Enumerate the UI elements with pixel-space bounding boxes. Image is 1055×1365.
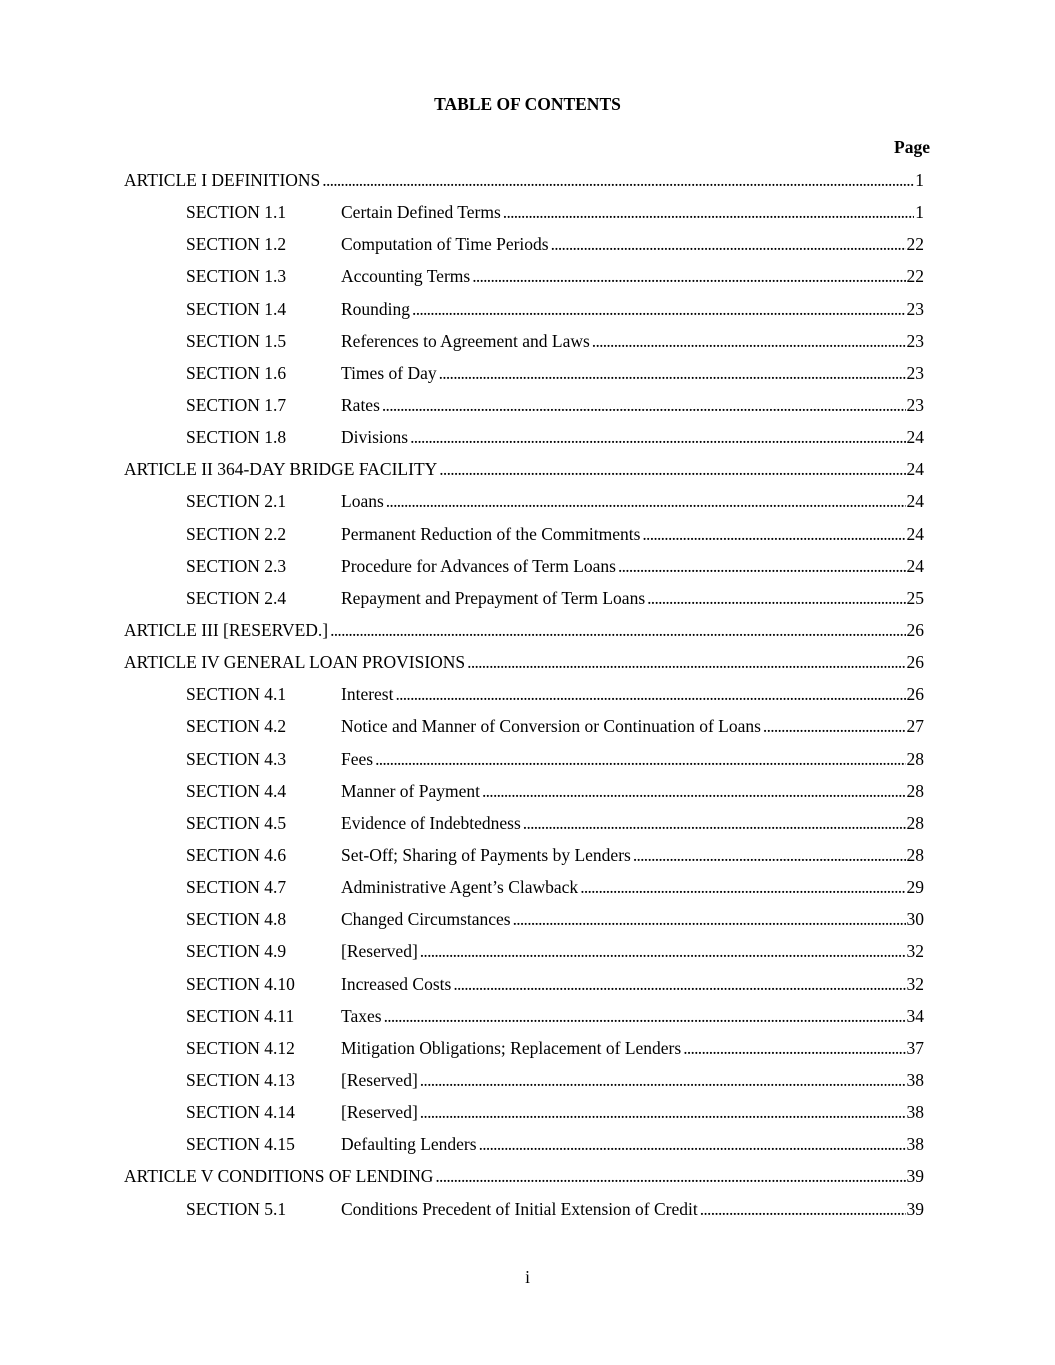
dot-leader bbox=[480, 777, 906, 805]
section-number: SECTION 4.14 bbox=[186, 1102, 295, 1123]
toc-entry-row bbox=[186, 1066, 924, 1094]
toc-section-entry[interactable] bbox=[0, 552, 1055, 584]
section-number: SECTION 4.3 bbox=[186, 748, 287, 769]
toc-entry-row bbox=[186, 262, 924, 290]
article-title: ARTICLE III [RESERVED.] bbox=[124, 619, 329, 640]
page-column-header: Page bbox=[894, 137, 930, 157]
section-title: Rounding bbox=[341, 298, 411, 319]
section-number: SECTION 4.9 bbox=[186, 941, 287, 962]
dot-leader bbox=[616, 552, 906, 580]
dot-leader bbox=[373, 745, 905, 773]
toc-entry-row bbox=[186, 905, 924, 933]
section-title: Certain Defined Terms bbox=[341, 202, 501, 223]
dot-leader bbox=[418, 1098, 906, 1126]
toc-section-entry[interactable] bbox=[0, 873, 1055, 905]
toc-article-entry[interactable] bbox=[0, 1162, 1055, 1194]
dot-leader bbox=[631, 841, 906, 869]
toc-entry-row bbox=[186, 520, 924, 548]
article-title: ARTICLE I DEFINITIONS bbox=[124, 170, 321, 190]
toc-section-entry[interactable] bbox=[0, 584, 1055, 616]
toc-entry-row bbox=[186, 680, 924, 708]
toc-section-entry[interactable] bbox=[0, 680, 1055, 712]
section-title: Taxes bbox=[341, 1005, 382, 1026]
section-title: Conditions Precedent of Initial Extension of Credit bbox=[341, 1198, 698, 1219]
toc-section-entry[interactable] bbox=[0, 359, 1055, 391]
section-number: SECTION 4.8 bbox=[186, 909, 287, 930]
section-number: SECTION 4.11 bbox=[186, 1005, 295, 1026]
toc-article-entry[interactable] bbox=[0, 455, 1055, 487]
page-number: 38 bbox=[906, 1102, 924, 1123]
toc-entry-row bbox=[186, 712, 924, 740]
dot-leader bbox=[328, 616, 905, 644]
toc-entry-row bbox=[186, 1034, 924, 1062]
section-number: SECTION 4.7 bbox=[186, 877, 287, 898]
toc-article-entry[interactable] bbox=[0, 616, 1055, 648]
page-number: 23 bbox=[906, 298, 924, 319]
section-title: Times of Day bbox=[341, 362, 437, 383]
article-title: ARTICLE V CONDITIONS OF LENDING bbox=[124, 1166, 434, 1187]
toc-entry-row bbox=[186, 198, 924, 226]
section-number: SECTION 1.1 bbox=[186, 202, 287, 223]
dot-leader bbox=[451, 970, 905, 998]
page-number: 39 bbox=[906, 1198, 924, 1219]
dot-leader bbox=[408, 423, 905, 451]
toc-entry-row bbox=[186, 423, 924, 451]
page-number: 22 bbox=[906, 234, 924, 255]
page-number: 32 bbox=[906, 941, 924, 962]
dot-leader bbox=[418, 1066, 906, 1094]
page-number: 28 bbox=[906, 748, 924, 769]
toc-entry-row bbox=[186, 230, 924, 258]
dot-leader bbox=[437, 455, 905, 483]
page-number: 23 bbox=[906, 394, 924, 415]
page-number: 26 bbox=[906, 619, 924, 640]
section-number: SECTION 2.2 bbox=[186, 523, 287, 544]
page-number: 26 bbox=[906, 652, 924, 673]
section-title: Computation of Time Periods bbox=[341, 234, 549, 255]
page-number: 38 bbox=[906, 1069, 924, 1090]
page-number: 1 bbox=[915, 170, 924, 190]
toc-section-entry[interactable] bbox=[0, 1098, 1055, 1130]
toc-entry-row bbox=[186, 295, 924, 323]
toc-entry-row bbox=[186, 809, 924, 837]
toc-entry-row bbox=[186, 745, 924, 773]
toc-entry-row bbox=[186, 777, 924, 805]
page-number: 34 bbox=[906, 1005, 924, 1026]
toc-list bbox=[0, 166, 1055, 1227]
toc-entry-row bbox=[186, 1002, 924, 1030]
section-number: SECTION 4.2 bbox=[186, 716, 287, 737]
toc-entry-row bbox=[186, 1130, 924, 1158]
toc-section-entry[interactable] bbox=[0, 970, 1055, 1002]
section-number: SECTION 2.3 bbox=[186, 555, 287, 576]
page-number: 25 bbox=[906, 587, 924, 608]
toc-section-entry[interactable] bbox=[0, 295, 1055, 327]
footer-page-number: i bbox=[525, 1267, 530, 1287]
section-number: SECTION 1.3 bbox=[186, 266, 287, 287]
page-number: 26 bbox=[906, 684, 924, 705]
page-number: 29 bbox=[906, 877, 924, 898]
dot-leader bbox=[698, 1195, 906, 1223]
section-title: Fees bbox=[341, 748, 374, 769]
section-title: Administrative Agent’s Clawback bbox=[341, 877, 579, 898]
section-number: SECTION 4.10 bbox=[186, 973, 295, 994]
page-number: 24 bbox=[906, 459, 924, 480]
toc-title: TABLE OF CONTENTS bbox=[434, 94, 621, 114]
toc-section-entry[interactable] bbox=[0, 937, 1055, 969]
section-number: SECTION 4.5 bbox=[186, 812, 287, 833]
toc-entry-row bbox=[186, 327, 924, 355]
dot-leader bbox=[382, 1002, 906, 1030]
dot-leader bbox=[645, 584, 905, 612]
section-number: SECTION 4.6 bbox=[186, 844, 287, 865]
dot-leader bbox=[590, 327, 906, 355]
toc-section-entry[interactable] bbox=[0, 1130, 1055, 1162]
section-title: Loans bbox=[341, 491, 384, 512]
toc-section-entry[interactable] bbox=[0, 1195, 1055, 1227]
dot-leader bbox=[578, 873, 905, 901]
toc-section-entry[interactable] bbox=[0, 712, 1055, 744]
toc-entry-row bbox=[186, 1195, 924, 1223]
article-title: ARTICLE II 364-DAY BRIDGE FACILITY bbox=[124, 459, 438, 480]
toc-section-entry[interactable] bbox=[0, 327, 1055, 359]
toc-section-entry[interactable] bbox=[0, 487, 1055, 519]
dot-leader bbox=[380, 391, 906, 419]
section-title: Set-Off; Sharing of Payments by Lenders bbox=[341, 844, 631, 865]
section-title: Interest bbox=[341, 684, 394, 705]
toc-section-entry[interactable] bbox=[0, 841, 1055, 873]
section-number: SECTION 1.6 bbox=[186, 362, 287, 383]
dot-leader bbox=[549, 230, 906, 258]
toc-entry-row bbox=[124, 1162, 924, 1190]
page-number: 37 bbox=[906, 1037, 924, 1058]
section-title: Increased Costs bbox=[341, 973, 452, 994]
section-number: SECTION 4.4 bbox=[186, 780, 287, 801]
toc-entry-row bbox=[186, 391, 924, 419]
page-number: 24 bbox=[906, 523, 924, 544]
toc-section-entry[interactable] bbox=[0, 391, 1055, 423]
toc-section-entry[interactable] bbox=[0, 262, 1055, 294]
page-number: 32 bbox=[906, 973, 924, 994]
dot-leader bbox=[465, 648, 905, 676]
toc-entry-row bbox=[124, 166, 924, 194]
section-title: References to Agreement and Laws bbox=[341, 330, 590, 351]
dot-leader bbox=[470, 262, 905, 290]
article-title: ARTICLE IV GENERAL LOAN PROVISIONS bbox=[124, 652, 466, 673]
page-number: 24 bbox=[906, 491, 924, 512]
section-title: [Reserved] bbox=[341, 1069, 418, 1090]
section-title: Mitigation Obligations; Replacement of Lenders bbox=[341, 1037, 682, 1058]
dot-leader bbox=[521, 809, 906, 837]
page-number: 28 bbox=[906, 812, 924, 833]
page-number: 30 bbox=[906, 909, 924, 930]
toc-section-entry[interactable] bbox=[0, 198, 1055, 230]
toc-section-entry[interactable] bbox=[0, 1066, 1055, 1098]
dot-leader bbox=[320, 166, 914, 194]
dot-leader bbox=[433, 1162, 905, 1190]
section-number: SECTION 4.1 bbox=[186, 684, 287, 705]
toc-entry-row bbox=[124, 616, 924, 644]
dot-leader bbox=[393, 680, 905, 708]
section-number: SECTION 4.13 bbox=[186, 1069, 295, 1090]
dot-leader bbox=[501, 198, 914, 226]
toc-entry-row bbox=[186, 970, 924, 998]
dot-leader bbox=[384, 487, 906, 515]
toc-entry-row bbox=[186, 359, 924, 387]
toc-section-entry[interactable] bbox=[0, 745, 1055, 777]
toc-article-entry[interactable] bbox=[0, 166, 1055, 198]
section-number: SECTION 1.8 bbox=[186, 427, 287, 448]
toc-entry-row bbox=[186, 873, 924, 901]
section-title: Notice and Manner of Conversion or Continuation of Loans bbox=[341, 716, 761, 737]
page-number: 28 bbox=[906, 780, 924, 801]
page-number: 38 bbox=[906, 1134, 924, 1155]
toc-entry-row bbox=[124, 455, 924, 483]
toc-entry-row bbox=[186, 552, 924, 580]
section-title: [Reserved] bbox=[341, 1102, 418, 1123]
toc-entry-row bbox=[186, 937, 924, 965]
toc-section-entry[interactable] bbox=[0, 1002, 1055, 1034]
page-number: 1 bbox=[915, 202, 924, 223]
section-title: Evidence of Indebtedness bbox=[341, 812, 521, 833]
toc-entry-row bbox=[124, 648, 924, 676]
page-number: 23 bbox=[906, 330, 924, 351]
section-number: SECTION 4.12 bbox=[186, 1037, 295, 1058]
toc-section-entry[interactable] bbox=[0, 905, 1055, 937]
toc-section-entry[interactable] bbox=[0, 1034, 1055, 1066]
section-title: Changed Circumstances bbox=[341, 909, 511, 930]
toc-section-entry[interactable] bbox=[0, 520, 1055, 552]
section-title: Permanent Reduction of the Commitments bbox=[341, 523, 641, 544]
toc-article-entry[interactable] bbox=[0, 648, 1055, 680]
page-number: 24 bbox=[906, 555, 924, 576]
toc-entry-row bbox=[186, 1098, 924, 1126]
page-number: 39 bbox=[906, 1166, 924, 1187]
page-number: 22 bbox=[906, 266, 924, 287]
section-number: SECTION 5.1 bbox=[186, 1198, 287, 1219]
section-number: SECTION 1.4 bbox=[186, 298, 287, 319]
dot-leader bbox=[437, 359, 906, 387]
page-number: 24 bbox=[906, 427, 924, 448]
section-title: Repayment and Prepayment of Term Loans bbox=[341, 587, 646, 608]
section-number: SECTION 2.4 bbox=[186, 587, 287, 608]
section-title: Defaulting Lenders bbox=[341, 1134, 477, 1155]
toc-section-entry[interactable] bbox=[0, 423, 1055, 455]
dot-leader bbox=[640, 520, 905, 548]
toc-entry-row bbox=[186, 487, 924, 515]
section-title: [Reserved] bbox=[341, 941, 418, 962]
section-title: Manner of Payment bbox=[341, 780, 480, 801]
dot-leader bbox=[410, 295, 905, 323]
section-number: SECTION 1.2 bbox=[186, 234, 287, 255]
toc-section-entry[interactable] bbox=[0, 809, 1055, 841]
section-number: SECTION 4.15 bbox=[186, 1134, 295, 1155]
toc-entry-row bbox=[186, 584, 924, 612]
section-number: SECTION 2.1 bbox=[186, 491, 287, 512]
dot-leader bbox=[477, 1130, 906, 1158]
dot-leader bbox=[681, 1034, 905, 1062]
section-title: Divisions bbox=[341, 427, 409, 448]
section-number: SECTION 1.7 bbox=[186, 394, 287, 415]
page-number: 28 bbox=[906, 844, 924, 865]
dot-leader bbox=[511, 905, 906, 933]
section-title: Accounting Terms bbox=[341, 266, 471, 287]
page-number: 27 bbox=[906, 716, 924, 737]
section-number: SECTION 1.5 bbox=[186, 330, 287, 351]
dot-leader bbox=[761, 712, 906, 740]
section-title: Rates bbox=[341, 394, 380, 415]
toc-entry-row bbox=[186, 841, 924, 869]
page-number: 23 bbox=[906, 362, 924, 383]
toc-section-entry[interactable] bbox=[0, 777, 1055, 809]
dot-leader bbox=[418, 937, 906, 965]
toc-section-entry[interactable] bbox=[0, 230, 1055, 262]
section-title: Procedure for Advances of Term Loans bbox=[341, 555, 616, 576]
